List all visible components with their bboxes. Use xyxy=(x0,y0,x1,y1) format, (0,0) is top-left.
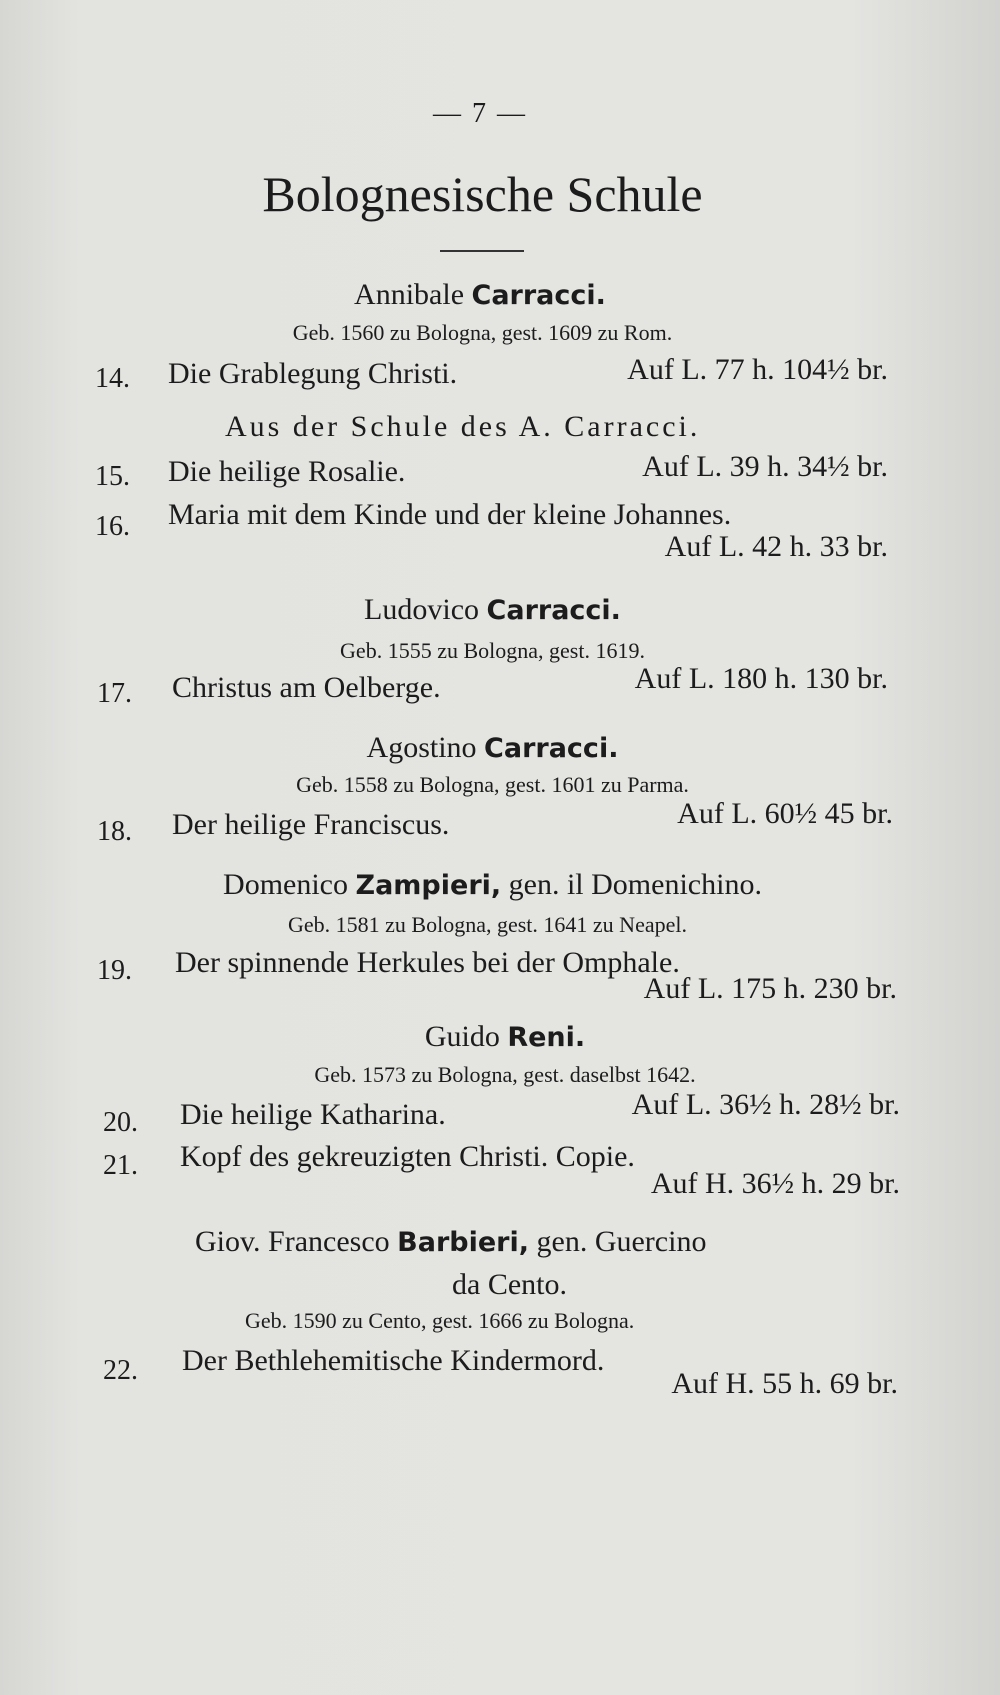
artist-dates: Geb. 1555 zu Bologna, gest. 1619. xyxy=(340,638,645,663)
entry-measure: Auf H. 36½ h. 29 br. xyxy=(650,1167,900,1200)
entry-title: Der Bethlehemitische Kindermord. xyxy=(182,1344,605,1377)
entry-title: Der spinnende Herkules bei der Omphale. xyxy=(175,946,680,979)
entry-title: Die heilige Katharina. xyxy=(180,1098,446,1131)
entry-number: 18. xyxy=(97,816,132,847)
artist-domenico-zampieri: Domenico Zampieri, gen. il Domenichino. xyxy=(223,868,762,901)
entry-title: Kopf des gekreuzigten Christi. Copie. xyxy=(180,1140,635,1173)
artist-guido-reni: Guido Reni. xyxy=(424,1020,586,1053)
section-heading: Bolognesische Schule xyxy=(262,166,703,222)
artist-dates: Geb. 1590 zu Cento, gest. 1666 zu Bologna. xyxy=(245,1308,635,1333)
entry-measure: Auf L. 42 h. 33 br. xyxy=(664,530,888,563)
artist-ludovico-carracci: Ludovico Carracci. xyxy=(364,593,621,626)
entry-number: 22. xyxy=(103,1355,138,1386)
entry-measure: Auf L. 60½ 45 br. xyxy=(677,797,893,830)
artist-barbieri: Giov. Francesco Barbieri, gen. Guercino xyxy=(195,1225,707,1258)
entry-number: 17. xyxy=(97,678,132,709)
entry-title: Christus am Oelberge. xyxy=(172,671,441,704)
heading-rule xyxy=(440,250,524,252)
entry-number: 20. xyxy=(103,1107,138,1138)
artist-dates: Geb. 1581 zu Bologna, gest. 1641 zu Neapel. xyxy=(288,912,687,937)
entry-title: Die heilige Rosalie. xyxy=(168,455,406,488)
artist-dates: Geb. 1558 zu Bologna, gest. 1601 zu Parma. xyxy=(296,772,689,797)
entry-measure: Auf L. 175 h. 230 br. xyxy=(643,972,897,1005)
entry-number: 14. xyxy=(95,363,130,394)
entry-measure: Auf L. 77 h. 104½ br. xyxy=(627,353,888,386)
entry-number: 16. xyxy=(95,511,130,542)
artist-dates: Geb. 1573 zu Bologna, gest. daselbst 1642. xyxy=(314,1062,696,1087)
entry-measure: Auf L. 39 h. 34½ br. xyxy=(642,450,888,483)
entry-title: Der heilige Franciscus. xyxy=(172,808,450,841)
entry-number: 15. xyxy=(95,461,130,492)
entry-number: 19. xyxy=(97,955,132,986)
entry-title: Die Grablegung Christi. xyxy=(168,357,458,390)
page-number: — 7 — xyxy=(433,98,527,129)
entry-number: 21. xyxy=(103,1150,138,1181)
artist-agostino-carracci: Agostino Carracci. xyxy=(366,731,619,764)
artist-annibale-carracci: Annibale Carracci. xyxy=(354,278,606,311)
artist-barbieri-line2: da Cento. xyxy=(452,1268,567,1301)
artist-dates: Geb. 1560 zu Bologna, gest. 1609 zu Rom. xyxy=(292,320,673,345)
entry-measure: Auf L. 36½ h. 28½ br. xyxy=(631,1088,900,1121)
entry-measure: Auf H. 55 h. 69 br. xyxy=(671,1367,898,1400)
entry-title: Maria mit dem Kinde und der kleine Johannes. xyxy=(168,498,732,531)
entry-measure: Auf L. 180 h. 130 br. xyxy=(634,662,888,695)
school-line: Aus der Schule des A. Carracci. xyxy=(225,410,701,443)
